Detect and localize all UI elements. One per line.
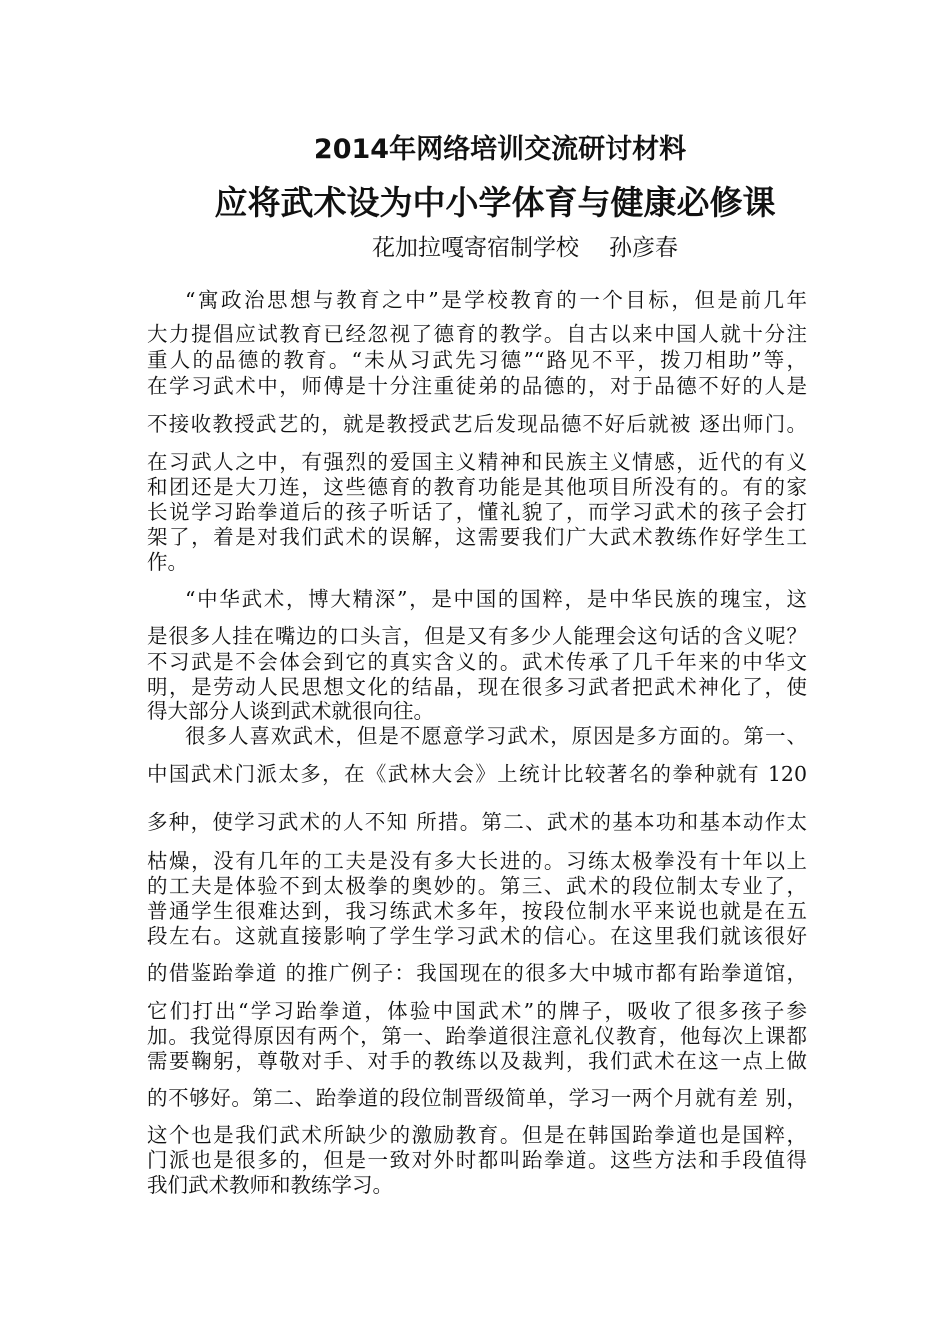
text-line: 明，是劳动人民思想文化的结晶，现在很多习武者把武术神化了，使 [147, 675, 807, 699]
text-line: 的借鉴跆拳道 的推广例子：我国现在的很多大中城市都有跆拳道馆， [147, 961, 807, 985]
text-line: 在习武人之中，有强烈的爱国主义精神和民族主义情感，近代的有义 [147, 450, 807, 474]
text-line: 重人的品德的教育。“未从习武先习德”“路见不平，拨刀相助”等， [147, 348, 807, 372]
author-school: 花加拉嘎寄宿制学校 [372, 235, 579, 261]
text-line: 枯燥，没有几年的工夫是没有多大长进的。习练太极拳没有十年以上 [147, 849, 807, 873]
text-line: 在学习武术中，师傅是十分注重徒弟的品德的，对于品德不好的人是 [147, 374, 807, 398]
text-line: 中国武术门派太多，在《武林大会》上统计比较著名的拳种就有 120 [147, 762, 807, 786]
text-line: 和团还是大刀连，这些德育的教育功能是其他项目所没有的。有的家 [147, 475, 807, 499]
text-line: 它们打出“学习跆拳道，体验中国武术”的牌子，吸收了很多孩子参 [147, 999, 807, 1023]
text-line: 不习武是不会体会到它的真实含义的。武术传承了几千年来的中华文 [147, 650, 807, 674]
text-line: 架了，着是对我们武术的误解，这需要我们广大武术教练作好学生工 [147, 525, 807, 549]
text-line: 的不够好。第二、跆拳道的段位制晋级简单，学习一两个月就有差 别， [147, 1086, 807, 1110]
text-line: 得大部分人谈到武术就很向往。 [147, 699, 434, 723]
author-name: 孙彦春 [609, 235, 678, 261]
text-line: 的工夫是体验不到太极拳的奥妙的。第三、武术的段位制太专业了， [147, 874, 807, 898]
text-line: 长说学习跆拳道后的孩子听话了，懂礼貌了，而学习武术的孩子会打 [147, 500, 807, 524]
text-line: “寓政治思想与教育之中”是学校教育的一个目标，但是前几年 [185, 288, 807, 312]
text-line: 大力提倡应试教育已经忽视了德育的教学。自古以来中国人就十分注 [147, 322, 807, 346]
text-line: 很多人喜欢武术，但是不愿意学习武术，原因是多方面的。第一、 [185, 724, 807, 748]
text-line: 这个也是我们武术所缺少的激励教育。但是在韩国跆拳道也是国粹， [147, 1123, 807, 1147]
document-subtitle: 2014年网络培训交流研讨材料 [313, 134, 687, 165]
text-line: 门派也是很多的，但是一致对外时都叫跆拳道。这些方法和手段值得 [147, 1148, 807, 1172]
text-line: 不接收教授武艺的，就是教授武艺后发现品德不好后就被 逐出师门。 [147, 412, 807, 436]
text-line: 我们武术教师和教练学习。 [147, 1173, 393, 1197]
document-title: 应将武术设为中小学体育与健康必修课 [214, 183, 776, 222]
text-line: “中华武术，博大精深”，是中国的国粹，是中华民族的瑰宝，这 [185, 587, 807, 611]
author-line [372, 231, 678, 265]
text-line: 需要鞠躬，尊敬对手、对手的教练以及裁判，我们武术在这一点上做 [147, 1049, 807, 1073]
text-line: 加。我觉得原因有两个，第一、跆拳道很注意礼仪教育，他每次上课都 [147, 1024, 807, 1048]
text-line: 段左右。这就直接影响了学生学习武术的信心。在这里我们就该很好 [147, 924, 807, 948]
text-line: 普通学生很难达到，我习练武术多年，按段位制水平来说也就是在五 [147, 899, 807, 923]
text-line: 多种，使学习武术的人不知 所措。第二、武术的基本功和基本动作太 [147, 810, 807, 834]
text-line: 是很多人挂在嘴边的口头言，但是又有多少人能理会这句话的含义呢？ [147, 624, 807, 648]
text-line: 作。 [147, 550, 188, 574]
